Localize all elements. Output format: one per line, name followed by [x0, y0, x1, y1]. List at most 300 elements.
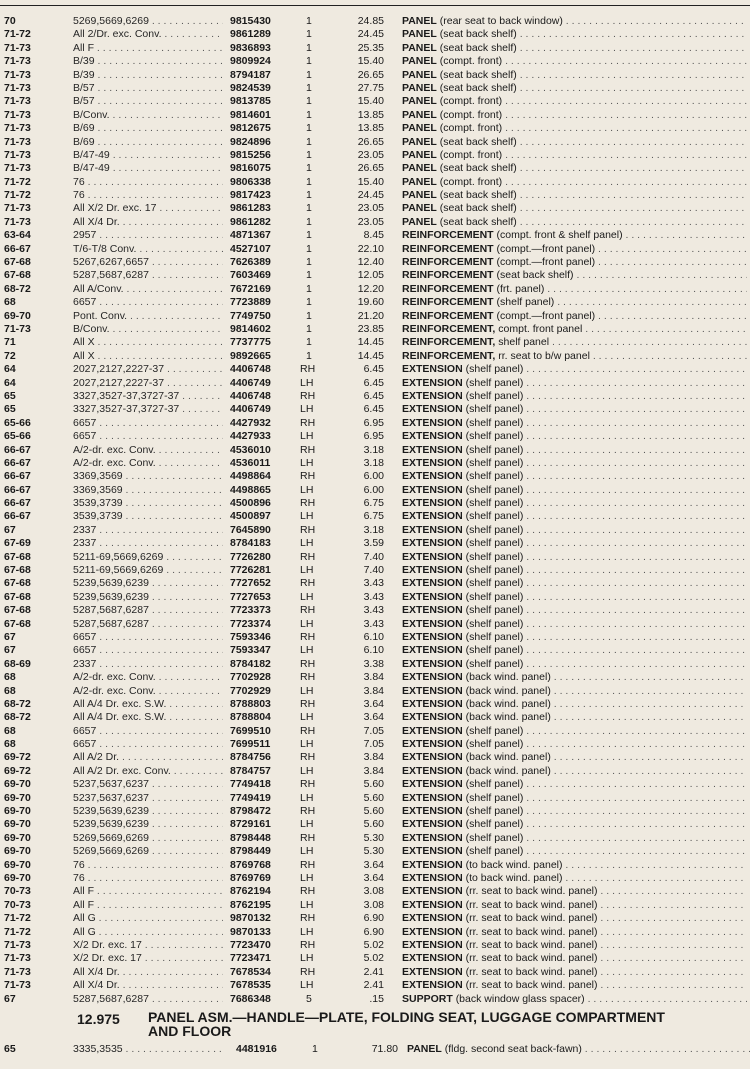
description	[402, 885, 747, 898]
quantity: 1	[306, 215, 312, 228]
part-detail: (seat back shelf)	[439, 81, 517, 94]
description	[402, 792, 747, 805]
part-detail: (shelf panel)	[465, 590, 524, 603]
price: 5.60	[363, 778, 384, 791]
part-name: EXTENSION	[402, 872, 463, 884]
part-name: PANEL	[402, 68, 437, 81]
model-list: All A/2 Dr. . . .	[73, 751, 223, 764]
part-name: PANEL	[402, 189, 437, 202]
model-list: 5269,5669,6269 . . .	[73, 845, 223, 858]
part-detail: (shelf panel)	[465, 389, 524, 402]
model-list: All X/4 Dr. . . .	[73, 216, 223, 229]
year-range: 69-70	[4, 309, 31, 322]
part-detail: (shelf panel)	[465, 523, 524, 536]
description	[402, 939, 747, 952]
year-range: 67	[4, 644, 16, 657]
price: 19.60	[357, 296, 384, 309]
quantity: LH	[300, 537, 314, 550]
quantity: 1	[306, 322, 312, 335]
model-list: 2957 . . .	[73, 229, 223, 242]
price: 3.64	[363, 711, 384, 724]
model-list: 3327,3527-37,3727-37 . . .	[73, 390, 223, 403]
part-number: 4427933	[230, 430, 271, 443]
description	[402, 403, 747, 416]
model-list: 5267,6267,6657 . . .	[73, 256, 223, 269]
year-range: 69-70	[4, 818, 31, 831]
quantity: 1	[306, 162, 312, 175]
model-list: 3335,3535 . . .	[73, 1043, 223, 1056]
quantity: 1	[306, 55, 312, 68]
description	[402, 832, 747, 845]
description	[402, 510, 747, 523]
quantity: RH	[300, 858, 316, 871]
catalog-row	[0, 229, 750, 242]
part-detail: (seat back shelf)	[439, 189, 517, 202]
price: 23.05	[357, 202, 384, 215]
part-number: 4498864	[230, 470, 271, 483]
catalog-row	[0, 109, 750, 122]
part-number: 4427932	[230, 416, 271, 429]
part-detail: (compt.—front panel)	[496, 256, 596, 269]
catalog-row	[0, 149, 750, 162]
year-range: 66-67	[4, 456, 31, 469]
description	[402, 577, 747, 590]
model-list: All X/4 Dr. . . .	[73, 966, 223, 979]
part-name: EXTENSION	[402, 738, 463, 751]
part-name: EXTENSION	[402, 885, 463, 898]
quantity: 5	[306, 992, 312, 1005]
part-name: SUPPORT	[402, 992, 453, 1005]
catalog-row	[0, 403, 750, 416]
model-list: All G . . .	[73, 926, 223, 939]
year-range: 65	[4, 403, 16, 416]
price: 25.35	[357, 41, 384, 54]
part-number: 9861289	[230, 28, 271, 41]
part-number: 7699511	[230, 738, 271, 751]
description	[402, 216, 747, 229]
year-range: 67-68	[4, 617, 31, 630]
part-detail: (shelf panel)	[465, 403, 524, 416]
part-detail: (seat back shelf)	[439, 28, 517, 41]
quantity: RH	[300, 778, 316, 791]
price: 3.64	[363, 858, 384, 871]
part-detail: (shelf panel)	[465, 497, 524, 510]
price: 3.18	[363, 523, 384, 536]
part-name: PANEL	[402, 81, 437, 94]
year-range: 71	[4, 336, 16, 349]
price: 15.40	[357, 95, 384, 108]
part-number: 8762194	[230, 885, 271, 898]
year-range: 69-70	[4, 872, 31, 884]
catalog-row	[0, 993, 750, 1006]
year-range: 66-67	[4, 510, 31, 523]
part-name: PANEL	[402, 95, 437, 108]
year-range: 68	[4, 724, 16, 737]
part-detail: (rr. seat to back wind. panel)	[465, 912, 598, 925]
quantity: RH	[300, 751, 316, 764]
price: 21.20	[357, 309, 384, 322]
part-number: 7726281	[230, 564, 271, 577]
part-name: EXTENSION	[402, 684, 463, 697]
model-list: 3327,3527-37,3727-37 . . .	[73, 403, 223, 416]
price: 6.90	[363, 912, 384, 925]
part-name: EXTENSION	[402, 483, 463, 496]
description	[402, 618, 747, 631]
part-detail: (shelf panel)	[465, 845, 524, 858]
catalog-row	[0, 457, 750, 470]
year-range: 66-67	[4, 443, 31, 456]
catalog-row	[0, 792, 750, 805]
model-list: 6657 . . .	[73, 296, 223, 309]
part-detail: (to back wind. panel)	[465, 858, 563, 871]
quantity: RH	[300, 604, 316, 617]
part-name: REINFORCEMENT	[402, 269, 494, 282]
model-list: A/2-dr. exc. Conv. . . .	[73, 444, 223, 457]
catalog-row	[0, 618, 750, 631]
price: 5.02	[363, 938, 384, 951]
catalog-row	[0, 216, 750, 229]
year-range: 71-73	[4, 215, 31, 228]
catalog-row	[0, 725, 750, 738]
part-name: EXTENSION	[402, 831, 463, 844]
catalog-row	[0, 644, 750, 657]
catalog-row	[0, 658, 750, 671]
description	[402, 377, 747, 390]
part-number: 4527107	[230, 242, 271, 255]
part-detail: (seat back shelf)	[439, 135, 517, 148]
description	[402, 765, 747, 778]
model-list: 5287,5687,6287 . . .	[73, 993, 223, 1006]
catalog-row	[0, 926, 750, 939]
description	[402, 912, 747, 925]
model-list: B/57 . . .	[73, 82, 223, 95]
year-range: 71-73	[4, 202, 31, 215]
part-number: 7727653	[230, 590, 271, 603]
part-detail: (back wind. panel)	[465, 671, 551, 684]
quantity: LH	[300, 564, 314, 577]
part-number: 7737775	[230, 336, 271, 349]
part-name: REINFORCEMENT	[402, 256, 494, 269]
year-range: 67-68	[4, 256, 31, 269]
section-title: PANEL ASM.—HANDLE—PLATE, FOLDING SEAT, LUGGAGE COMPARTMENT AND FLOOR	[148, 1009, 665, 1039]
year-range: 67-68	[4, 604, 31, 617]
catalog-row	[0, 430, 750, 443]
description	[402, 671, 747, 684]
part-detail: (frt. panel)	[496, 282, 545, 295]
part-number: 8784756	[230, 751, 271, 764]
part-detail: (back wind. panel)	[465, 711, 551, 724]
quantity: 1	[306, 175, 312, 188]
year-range: 71-73	[4, 41, 31, 54]
part-name: EXTENSION	[402, 416, 463, 429]
part-name: EXTENSION	[402, 952, 463, 965]
description	[402, 229, 747, 242]
year-range: 66-67	[4, 242, 31, 255]
price: 7.05	[363, 724, 384, 737]
model-list: All A/4 Dr. exc. S.W. . . .	[73, 698, 223, 711]
quantity: 1	[306, 242, 312, 255]
part-number: 9870133	[230, 925, 271, 938]
model-list: 76 . . .	[73, 176, 223, 189]
part-number: 8798449	[230, 845, 271, 858]
catalog-row	[0, 350, 750, 363]
part-number: 9814602	[230, 322, 271, 335]
part-name: EXTENSION	[402, 925, 463, 938]
part-name: PANEL	[402, 122, 437, 135]
part-number: 9814601	[230, 108, 271, 121]
quantity: RH	[300, 630, 316, 643]
model-list: 5237,5637,6237 . . .	[73, 778, 223, 791]
description	[402, 685, 747, 698]
part-name: REINFORCEMENT	[402, 309, 494, 322]
part-detail: (back wind. panel)	[465, 764, 551, 777]
quantity: RH	[300, 389, 316, 402]
description	[402, 952, 747, 965]
year-range: 67-68	[4, 550, 31, 563]
model-list: 2027,2127,2227-37 . . .	[73, 377, 223, 390]
part-name: REINFORCEMENT	[402, 242, 494, 255]
part-detail: (compt.—front panel)	[496, 242, 596, 255]
part-number: 8798448	[230, 831, 271, 844]
year-range: 71-72	[4, 175, 31, 188]
part-number: 7723889	[230, 296, 271, 309]
quantity: LH	[300, 898, 314, 911]
part-detail: (rr. seat to back wind. panel)	[465, 965, 598, 978]
quantity: LH	[300, 818, 314, 831]
year-range: 68-72	[4, 697, 31, 710]
catalog-row	[0, 778, 750, 791]
section-listing	[0, 1043, 750, 1056]
part-detail: compt. front panel	[498, 322, 583, 335]
part-detail: (shelf panel)	[465, 456, 524, 469]
description	[402, 430, 747, 443]
description	[402, 296, 747, 309]
part-name: EXTENSION	[402, 376, 463, 389]
model-list: All G . . .	[73, 912, 223, 925]
catalog-row	[0, 979, 750, 992]
model-list: All A/Conv. . . .	[73, 283, 223, 296]
part-detail: (shelf panel)	[465, 831, 524, 844]
price: 3.84	[363, 684, 384, 697]
price: 5.60	[363, 818, 384, 831]
part-detail: (rr. seat to back wind. panel)	[465, 952, 598, 965]
catalog-row	[0, 69, 750, 82]
year-range: 69-70	[4, 858, 31, 871]
model-list: 6657 . . .	[73, 738, 223, 751]
part-detail: (shelf panel)	[465, 416, 524, 429]
description	[402, 993, 747, 1006]
price: 24.45	[357, 28, 384, 41]
price: 3.18	[363, 443, 384, 456]
part-detail: (compt. front)	[439, 108, 503, 121]
part-name: EXTENSION	[402, 711, 463, 724]
part-detail: (seat back shelf)	[439, 41, 517, 54]
part-detail: (compt. front)	[439, 122, 503, 135]
model-list: 6657 . . .	[73, 430, 223, 443]
year-range: 66-67	[4, 497, 31, 510]
price: 5.30	[363, 845, 384, 858]
year-range: 71-73	[4, 938, 31, 951]
description	[402, 42, 747, 55]
quantity: 1	[306, 229, 312, 242]
part-name: EXTENSION	[402, 363, 463, 376]
model-list: 5269,5669,6269 . . .	[73, 15, 223, 28]
description	[402, 805, 747, 818]
part-detail: (compt. front)	[439, 175, 503, 188]
part-name: EXTENSION	[402, 550, 463, 563]
year-range: 67-68	[4, 590, 31, 603]
description	[402, 55, 747, 68]
quantity: LH	[300, 376, 314, 389]
price: 7.05	[363, 738, 384, 751]
part-detail: (seat back shelf)	[496, 269, 574, 282]
year-range: 71-73	[4, 162, 31, 175]
price: 3.43	[363, 590, 384, 603]
quantity: RH	[300, 497, 316, 510]
price: 2.41	[363, 965, 384, 978]
part-number: 9817423	[230, 189, 271, 202]
part-number: 9861283	[230, 202, 271, 215]
quantity: RH	[300, 577, 316, 590]
model-list: 2337 . . .	[73, 537, 223, 550]
price: 3.18	[363, 456, 384, 469]
description	[402, 256, 747, 269]
catalog-row	[0, 591, 750, 604]
year-range: 67-69	[4, 537, 31, 550]
part-name: EXTENSION	[402, 805, 463, 818]
year-range: 69-70	[4, 778, 31, 791]
part-number: 7678534	[230, 965, 271, 978]
part-number: 4406749	[230, 403, 271, 416]
part-number: 9813785	[230, 95, 271, 108]
quantity: RH	[300, 550, 316, 563]
year-range: 71-73	[4, 122, 31, 135]
price: 15.40	[357, 55, 384, 68]
catalog-row	[0, 42, 750, 55]
quantity: LH	[300, 403, 314, 416]
catalog-row	[0, 899, 750, 912]
year-range: 68	[4, 296, 16, 309]
part-name: EXTENSION	[402, 724, 463, 737]
catalog-row	[0, 1043, 750, 1056]
year-range: 67	[4, 992, 16, 1005]
part-number: 4406748	[230, 363, 271, 376]
description	[402, 497, 747, 510]
part-name: EXTENSION	[402, 912, 463, 925]
part-number: 9870132	[230, 912, 271, 925]
part-name: EXTENSION	[402, 671, 463, 684]
catalog-row	[0, 336, 750, 349]
catalog-row	[0, 832, 750, 845]
part-name: REINFORCEMENT	[402, 282, 494, 295]
model-list: All F . . .	[73, 885, 223, 898]
model-list: All X . . .	[73, 350, 223, 363]
price: 3.38	[363, 657, 384, 670]
quantity: LH	[300, 872, 314, 884]
description	[402, 604, 747, 617]
part-detail: (seat back shelf)	[439, 202, 517, 215]
part-detail: (rr. seat to back wind. panel)	[465, 925, 598, 938]
model-list: All F . . .	[73, 42, 223, 55]
catalog-row	[0, 310, 750, 323]
part-detail: (shelf panel)	[465, 564, 524, 577]
section-number: 12.975	[77, 1011, 120, 1027]
model-list: 5211-69,5669,6269 . . .	[73, 564, 223, 577]
part-name: EXTENSION	[402, 898, 463, 911]
part-name: PANEL	[402, 175, 437, 188]
description	[402, 310, 747, 323]
catalog-row	[0, 162, 750, 175]
price: 6.75	[363, 497, 384, 510]
catalog-row	[0, 859, 750, 872]
model-list: All 2/Dr. exc. Conv. . . .	[73, 28, 223, 41]
quantity: LH	[300, 510, 314, 523]
quantity: 1	[306, 81, 312, 94]
price: 26.65	[357, 162, 384, 175]
year-range: 71-73	[4, 322, 31, 335]
year-range: 71-73	[4, 135, 31, 148]
model-list: 5239,5639,6239 . . .	[73, 818, 223, 831]
model-list: 6657 . . .	[73, 725, 223, 738]
catalog-row	[0, 711, 750, 724]
quantity: LH	[300, 617, 314, 630]
part-number: 9815256	[230, 148, 271, 161]
part-name: PANEL	[402, 135, 437, 148]
year-range: 65-66	[4, 430, 31, 443]
price: 3.08	[363, 898, 384, 911]
part-name: EXTENSION	[402, 858, 463, 871]
model-list: 3539,3739 . . .	[73, 510, 223, 523]
catalog-row	[0, 15, 750, 28]
price: 3.84	[363, 751, 384, 764]
year-range: 67	[4, 630, 16, 643]
top-rule	[0, 5, 750, 6]
price: 6.75	[363, 510, 384, 523]
price: 3.84	[363, 764, 384, 777]
price: 26.65	[357, 68, 384, 81]
model-list: 5287,5687,6287 . . .	[73, 618, 223, 631]
quantity: RH	[300, 657, 316, 670]
quantity: LH	[300, 925, 314, 938]
quantity: RH	[300, 416, 316, 429]
quantity: LH	[300, 952, 314, 965]
model-list: 76 . . .	[73, 189, 223, 202]
description	[402, 202, 747, 215]
part-number: 7699510	[230, 724, 271, 737]
quantity: RH	[300, 523, 316, 536]
year-range: 69-72	[4, 764, 31, 777]
catalog-row	[0, 805, 750, 818]
price: 15.40	[357, 175, 384, 188]
price: 6.45	[363, 389, 384, 402]
part-name: EXTENSION	[402, 617, 463, 630]
part-number: 8762195	[230, 898, 271, 911]
model-list: All A/2 Dr. exc. Conv. . . .	[73, 765, 223, 778]
price: 71.80	[371, 1043, 398, 1055]
part-detail: (shelf panel)	[465, 657, 524, 670]
part-name: REINFORCEMENT,	[402, 322, 496, 335]
part-name: EXTENSION	[402, 456, 463, 469]
model-list: 3369,3569 . . .	[73, 470, 223, 483]
part-number: 9824896	[230, 135, 271, 148]
catalog-row	[0, 189, 750, 202]
part-detail: (shelf panel)	[465, 443, 524, 456]
year-range: 65	[4, 389, 16, 402]
part-name: EXTENSION	[402, 751, 463, 764]
quantity: 1	[306, 349, 312, 362]
part-number: 7727652	[230, 577, 271, 590]
quantity: LH	[300, 483, 314, 496]
